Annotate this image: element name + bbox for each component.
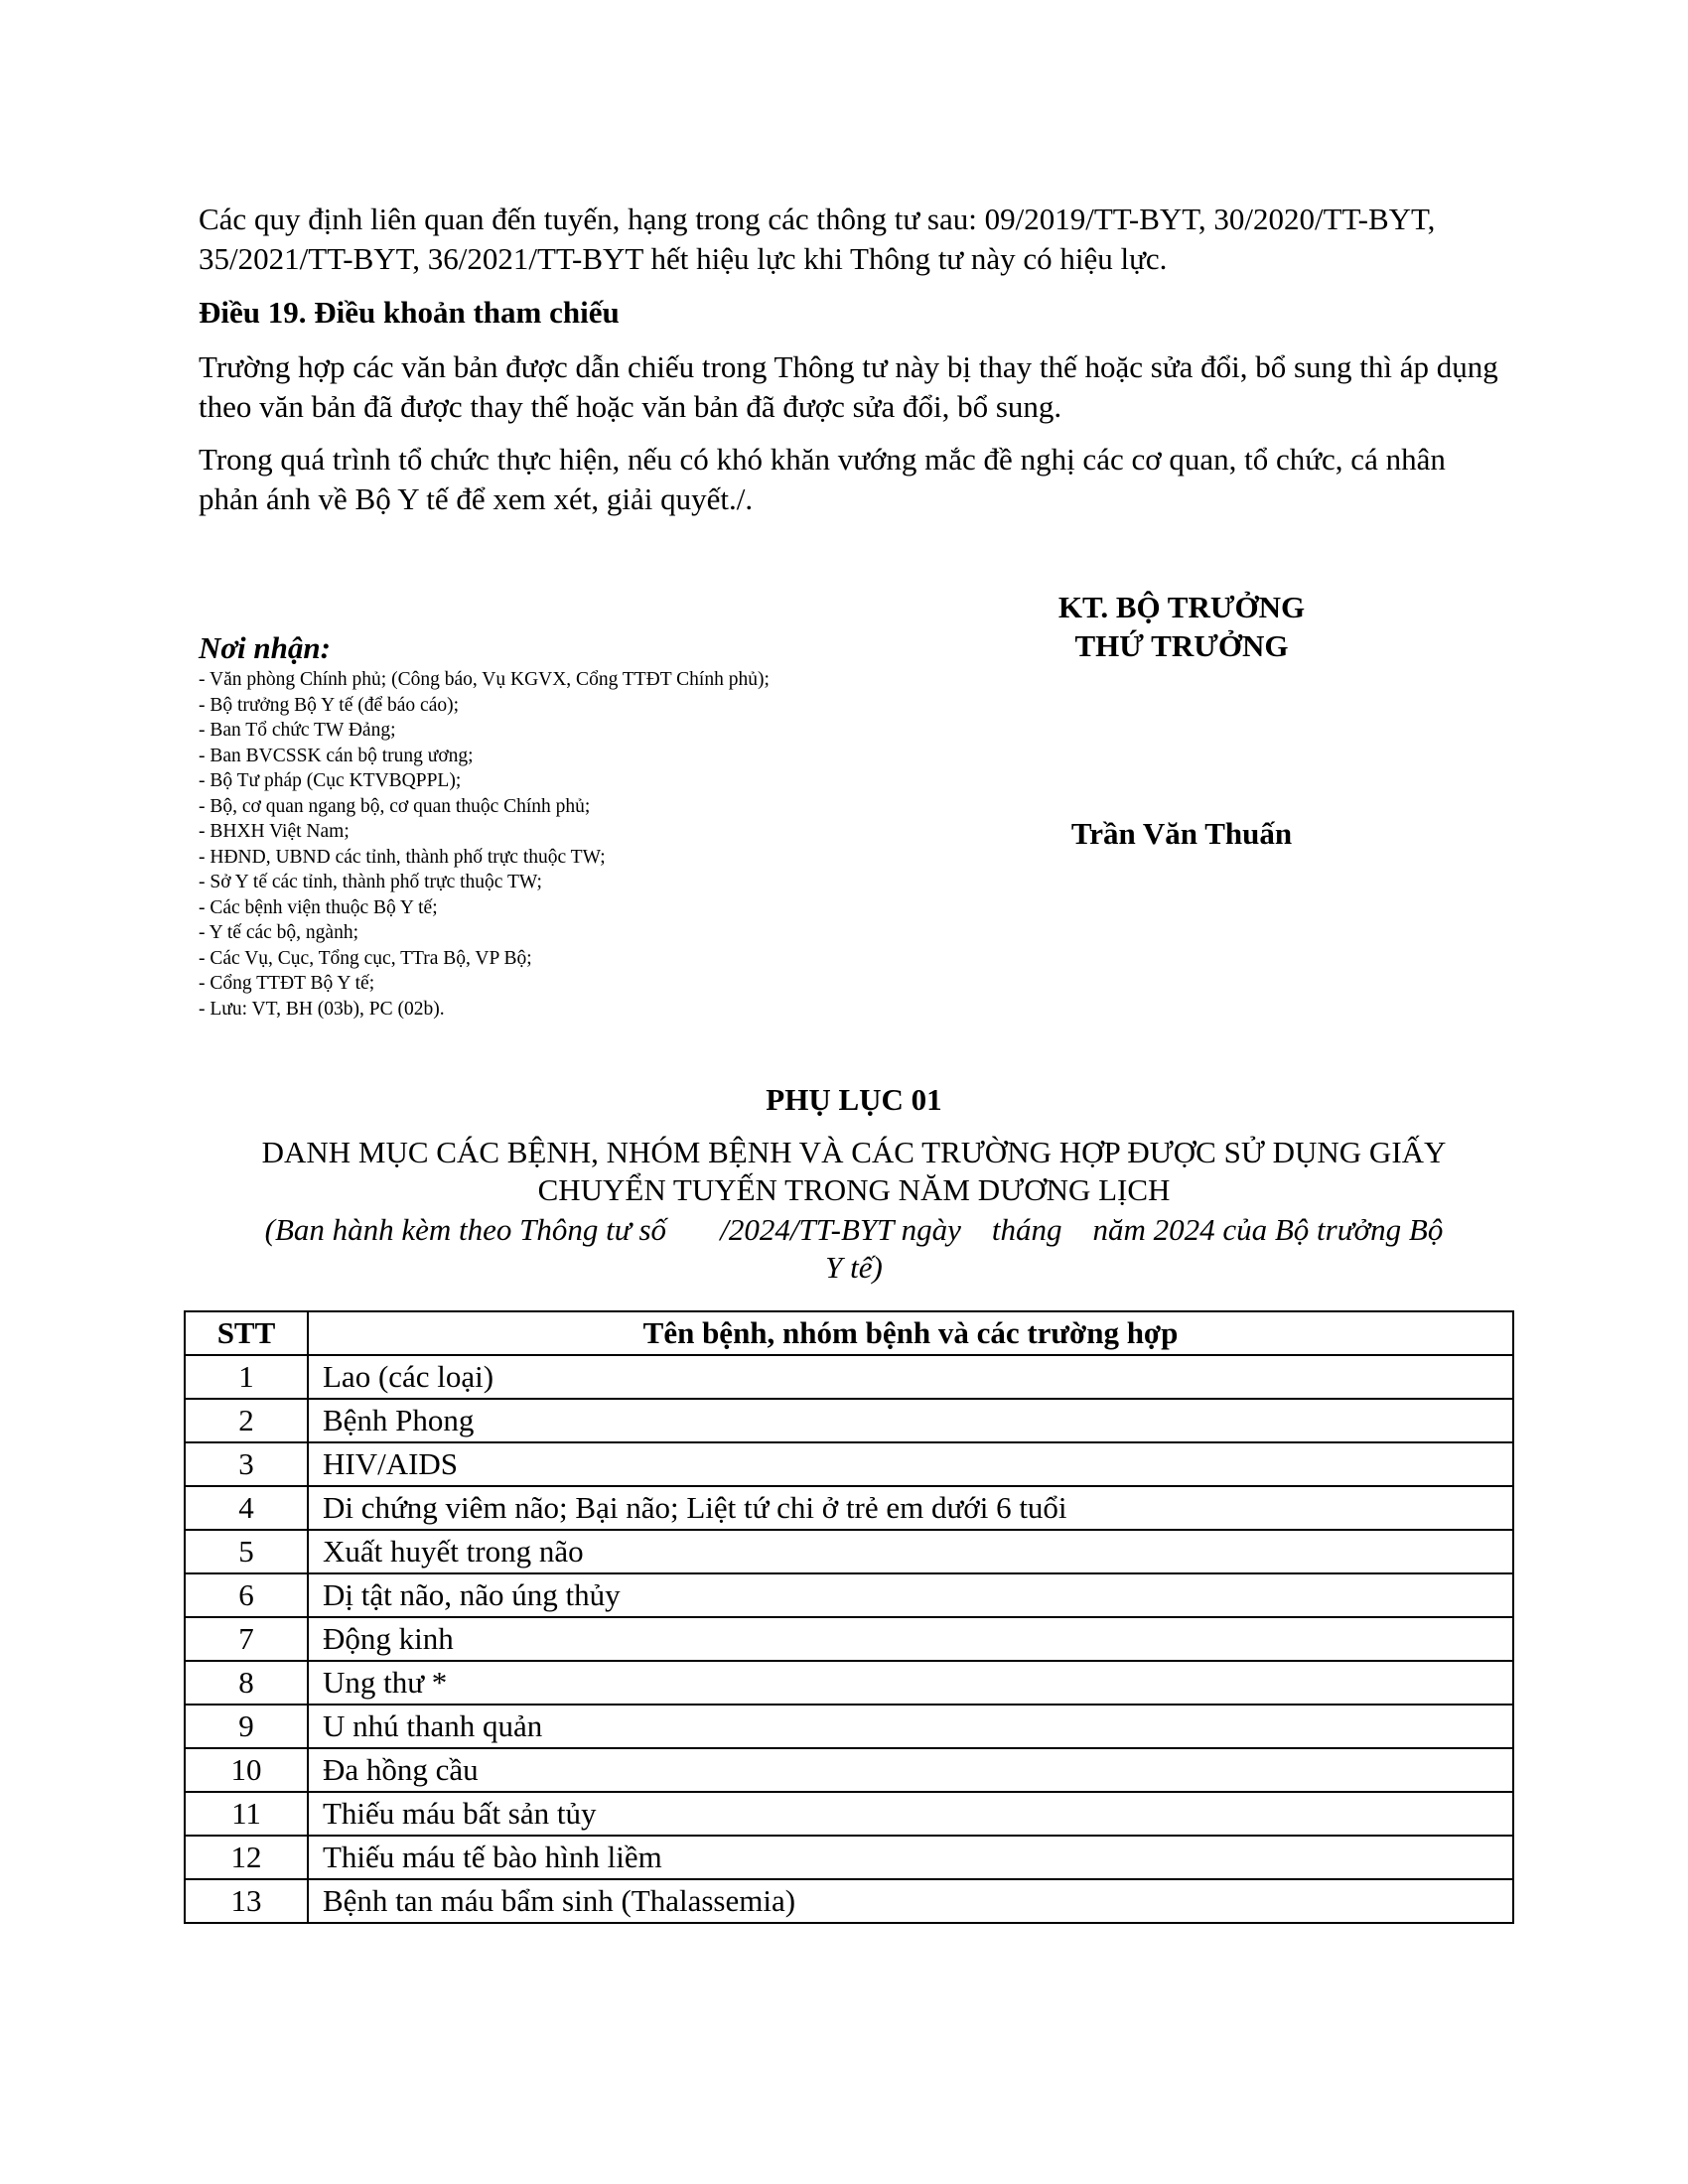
table-cell-stt: 12 <box>185 1836 308 1879</box>
table-cell-stt: 6 <box>185 1573 308 1617</box>
table-row <box>185 1530 1513 1573</box>
table-row <box>185 1792 1513 1836</box>
table-cell-name: Bệnh Phong <box>308 1399 1513 1442</box>
table-cell-stt: 10 <box>185 1748 308 1792</box>
recipient-item: - Các bệnh viện thuộc Bộ Y tế; <box>199 896 438 918</box>
signer-name: Trần Văn Thuấn <box>1070 816 1293 851</box>
article-19-heading: Điều 19. Điều khoản tham chiếu <box>199 295 620 330</box>
appendix-note-line1: (Ban hành kèm theo Thông tư số /2024/TT-BYT ngày tháng năm 2024 của Bộ trưởng Bộ <box>264 1212 1444 1247</box>
recipient-item: - Các Vụ, Cục, Tổng cục, TTra Bộ, VP Bộ; <box>199 947 532 969</box>
recipient-item: - Lưu: VT, BH (03b), PC (02b). <box>199 998 445 1020</box>
recipients-title: Nơi nhận: <box>199 630 331 665</box>
table-cell-name: Lao (các loại) <box>308 1355 1513 1399</box>
signature-block <box>993 588 1370 665</box>
appendix-note-line2: Y tế) <box>825 1250 883 1285</box>
table-header-name: Tên bệnh, nhóm bệnh và các trường hợp <box>308 1311 1513 1355</box>
table-row <box>185 1617 1513 1661</box>
table-row <box>185 1879 1513 1923</box>
appendix-subtitle-line1: DANH MỤC CÁC BỆNH, NHÓM BỆNH VÀ CÁC TRƯỜNG HỢP ĐƯỢC SỬ DỤNG GIẤY <box>261 1135 1447 1169</box>
table-cell-stt: 7 <box>185 1617 308 1661</box>
table-cell-stt: 9 <box>185 1705 308 1748</box>
recipient-item: - Bộ Tư pháp (Cục KTVBQPPL); <box>199 770 462 791</box>
table-cell-name: Bệnh tan máu bẩm sinh (Thalassemia) <box>308 1879 1513 1923</box>
table-cell-name: Ung thư * <box>308 1661 1513 1705</box>
table-cell-stt: 13 <box>185 1879 308 1923</box>
table-cell-name: Động kinh <box>308 1617 1513 1661</box>
table-cell-name: Thiếu máu bất sản tủy <box>308 1792 1513 1836</box>
table-cell-name: U nhú thanh quản <box>308 1705 1513 1748</box>
recipient-item: - Sở Y tế các tỉnh, thành phố trực thuộc TW; <box>199 872 542 892</box>
recipient-item: - Cổng TTĐT Bộ Y tế; <box>199 973 375 994</box>
table-cell-stt: 8 <box>185 1661 308 1705</box>
table-cell-stt: 11 <box>185 1792 308 1836</box>
table-cell-name: HIV/AIDS <box>308 1442 1513 1486</box>
recipients-list <box>199 667 770 1022</box>
signature-title-1: KT. BỘ TRƯỞNG <box>1057 590 1306 624</box>
recipient-item: - Bộ, cơ quan ngang bộ, cơ quan thuộc Chính phủ; <box>199 795 591 817</box>
table-cell-stt: 1 <box>185 1355 308 1399</box>
appendix-title: PHỤ LỤC 01 <box>766 1082 942 1117</box>
table-row <box>185 1573 1513 1617</box>
appendix-subtitle <box>199 1134 1509 1209</box>
signature-title-2: THỨ TRƯỞNG <box>1074 628 1289 663</box>
recipient-item: - Văn phòng Chính phủ; (Công báo, Vụ KGVX, Cổng TTĐT Chính phủ); <box>199 669 770 690</box>
table-row <box>185 1355 1513 1399</box>
table-cell-name: Dị tật não, não úng thủy <box>308 1573 1513 1617</box>
paragraph-repeal: Các quy định liên quan đến tuyến, hạng trong các thông tư sau: 09/2019/TT-BYT, 30/2020/TT-BYT, 35/2021/TT-BYT, 36/2021/TT-BYT hết hiệu lực khi Thông tư này có hiệu lực. <box>199 202 1436 276</box>
recipient-item: - Ban BVCSSK cán bộ trung ương; <box>199 745 474 766</box>
table-cell-stt: 5 <box>185 1530 308 1573</box>
table-row <box>185 1399 1513 1442</box>
recipient-item: - Bộ trưởng Bộ Y tế (để báo cáo); <box>199 694 460 716</box>
recipient-item: - BHXH Việt Nam; <box>199 821 350 842</box>
table-row <box>185 1748 1513 1792</box>
table-row <box>185 1442 1513 1486</box>
table-cell-name: Di chứng viêm não; Bại não; Liệt tứ chi ở trẻ em dưới 6 tuổi <box>308 1486 1513 1530</box>
table-row <box>185 1705 1513 1748</box>
table-cell-stt: 3 <box>185 1442 308 1486</box>
recipient-item: - HĐND, UBND các tỉnh, thành phố trực thuộc TW; <box>199 846 606 868</box>
paragraph-reference: Trường hợp các văn bản được dẫn chiếu trong Thông tư này bị thay thế hoặc sửa đổi, bổ sung thì áp dụng theo văn bản đã được thay thế hoặc văn bản đã được sửa đổi, bổ sung. <box>199 349 1498 424</box>
table-header-stt: STT <box>185 1311 308 1355</box>
appendix-subtitle-line2: CHUYỂN TUYẾN TRONG NĂM DƯƠNG LỊCH <box>537 1172 1171 1207</box>
table-cell-name: Đa hồng cầu <box>308 1748 1513 1792</box>
table-cell-name: Xuất huyết trong não <box>308 1530 1513 1573</box>
table-row <box>185 1486 1513 1530</box>
disease-table <box>184 1310 1514 1924</box>
paragraph-feedback: Trong quá trình tổ chức thực hiện, nếu có khó khăn vướng mắc đề nghị các cơ quan, tổ chức, cá nhân phản ánh về Bộ Y tế để xem xét, giải quyết./. <box>199 442 1446 516</box>
table-row <box>185 1836 1513 1879</box>
recipient-item: - Ban Tổ chức TW Đảng; <box>199 720 396 741</box>
recipient-item: - Y tế các bộ, ngành; <box>199 922 358 943</box>
appendix-note <box>199 1211 1509 1287</box>
table-row <box>185 1661 1513 1705</box>
table-cell-name: Thiếu máu tế bào hình liềm <box>308 1836 1513 1879</box>
table-header-row <box>185 1311 1513 1355</box>
table-cell-stt: 4 <box>185 1486 308 1530</box>
table-cell-stt: 2 <box>185 1399 308 1442</box>
